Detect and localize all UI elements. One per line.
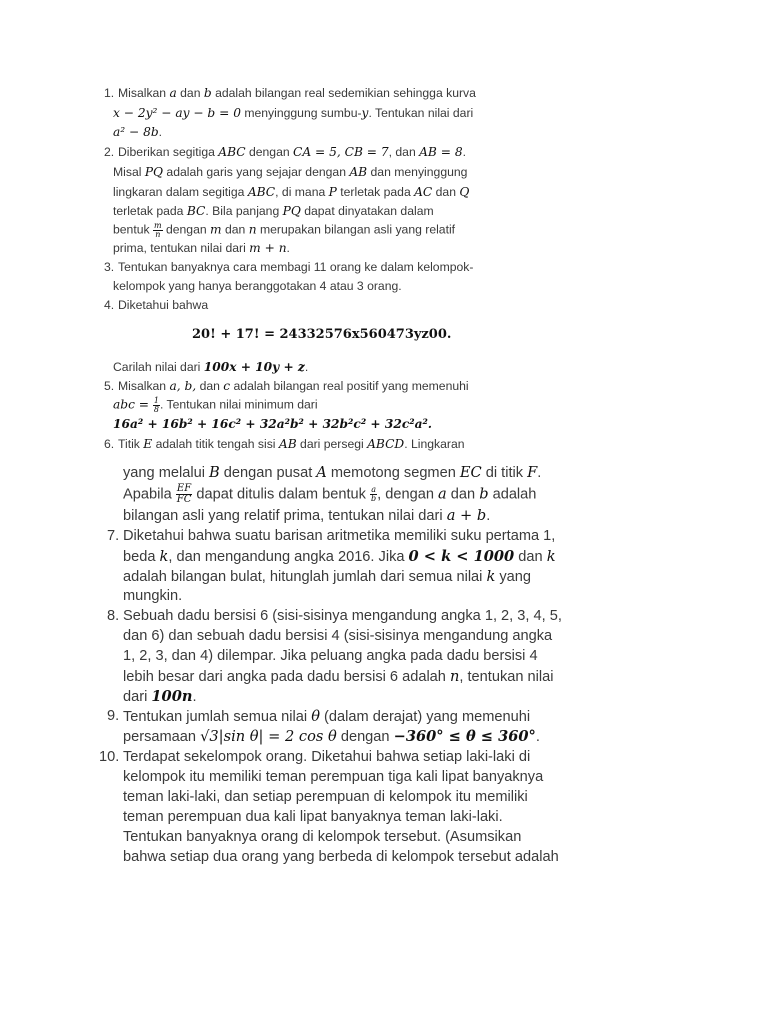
problem-line: mungkin.: [123, 588, 183, 604]
problem-line: teman perempuan dua kali lipat banyaknya teman laki-laki.: [123, 809, 503, 825]
problem-line: abc = $\frac{1}{8}$ . Tentukan nilai minimum dari: [113, 396, 318, 414]
problem-line: bentuk $\frac{m}{n}$ dengan m dan n merupakan bilangan asli yang relatif: [113, 221, 456, 239]
problem-line: dari 100n.: [123, 688, 197, 705]
problem-line: Apabila $\frac{EF}{FC}$ dapat ditulis dalam bentuk $\frac{a}{b}$ , dengan a dan b adalah: [123, 483, 537, 505]
problem-line: beda k, dan mengandung angka 2016. Jika 0 < k < 1000 dan k: [123, 548, 556, 565]
problem-line: Tentukan banyaknya cara membagi 11 orang ke dalam kelompok-: [118, 260, 474, 274]
problem-line: Tentukan banyaknya orang di kelompok tersebut. (Asumsikan: [123, 829, 522, 845]
problem-line: yang melalui B dengan pusat A memotong segmen EC di titik F.: [123, 464, 542, 481]
problem-line: bilangan asli yang relatif prima, tentukan nilai dari a + b.: [123, 507, 491, 524]
problem-line: prima, tentukan nilai dari m + n.: [113, 241, 290, 255]
problem-line: Sebuah dadu bersisi 6 (sisi-sisinya mengandung angka 1, 2, 3, 4, 5,: [123, 608, 562, 624]
problem-line: kelompok itu memiliki teman perempuan tiga kali lipat banyaknya: [123, 769, 544, 785]
fraction: $\frac{m}{n}$: [153, 221, 162, 239]
problem-line: Diketahui bahwa: [118, 298, 209, 312]
problem-number: 5.: [104, 379, 115, 393]
problem-line: terletak pada BC. Bila panjang PQ dapat dinyatakan dalam: [113, 204, 434, 218]
problem-line: 16a² + 16b² + 16c² + 32a²b² + 32b²c² + 32c²a².: [113, 417, 433, 431]
problem-line: kelompok yang hanya beranggotakan 4 atau 3 orang.: [113, 279, 402, 293]
problem-number: 9.: [107, 708, 120, 724]
problem-line: Diberikan segitiga ABC dengan CA = 5, CB = 7, dan AB = 8.: [118, 145, 466, 159]
problem-number: 1.: [104, 86, 115, 100]
display-equation: 20! + 17! = 24332576x560473yz00.: [192, 327, 452, 342]
problem-number: 8.: [107, 608, 120, 624]
problem-line: adalah bilangan bulat, hitunglah jumlah dari semua nilai k yang: [123, 568, 532, 585]
problem-number: 4.: [104, 298, 115, 312]
problem-line: Misalkan a dan b adalah bilangan real sedemikian sehingga kurva: [118, 86, 476, 100]
problem-number: 10.: [99, 749, 120, 765]
problem-line: Titik E adalah titik tengah sisi AB dari persegi ABCD. Lingkaran: [118, 437, 465, 451]
problem-number: 6.: [104, 437, 115, 451]
problem-number: 7.: [107, 528, 120, 544]
problem-line: Tentukan jumlah semua nilai θ (dalam derajat) yang memenuhi: [123, 708, 531, 725]
problem-number: 3.: [104, 260, 115, 274]
problem-line: Misal PQ adalah garis yang sejajar dengan AB dan menyinggung: [113, 165, 468, 179]
fraction: $\frac{EF}{FC}$: [176, 483, 192, 505]
problem-line: Diketahui bahwa suatu barisan aritmetika memiliki suku pertama 1,: [123, 528, 556, 544]
problem-line: a² − 8b.: [113, 125, 163, 139]
problem-number: 2.: [104, 145, 115, 159]
problem-line: lingkaran dalam segitiga ABC, di mana P terletak pada AC dan Q: [113, 185, 470, 199]
problem-line: Terdapat sekelompok orang. Diketahui bahwa setiap laki-laki di: [123, 749, 531, 765]
fraction: $\frac{1}{8}$: [153, 396, 159, 414]
problem-line: 1, 2, 3, dan 4) dilempar. Jika peluang angka pada dadu bersisi 4: [123, 648, 538, 664]
fraction: $\frac{a}{b}$: [371, 485, 377, 503]
problem-line: Carilah nilai dari 100x + 10y + z.: [113, 360, 309, 374]
problem-line: Misalkan a, b, dan c adalah bilangan real positif yang memenuhi: [118, 379, 469, 393]
problem-line: dan 6) dan sebuah dadu bersisi 4 (sisi-sisinya mengandung angka: [123, 628, 553, 644]
problem-line: persamaan √3|sin θ| = 2 cos θ dengan −360° ≤ θ ≤ 360°.: [123, 728, 540, 745]
problem-line: lebih besar dari angka pada dadu bersisi 6 adalah n, tentukan nilai: [123, 668, 554, 685]
problem-line: bahwa setiap dua orang yang berbeda di kelompok tersebut adalah: [123, 849, 559, 865]
problem-line: teman laki-laki, dan setiap perempuan di kelompok itu memiliki: [123, 789, 528, 805]
problem-line: x − 2y² − ay − b = 0 menyinggung sumbu-y. Tentukan nilai dari: [113, 106, 474, 120]
